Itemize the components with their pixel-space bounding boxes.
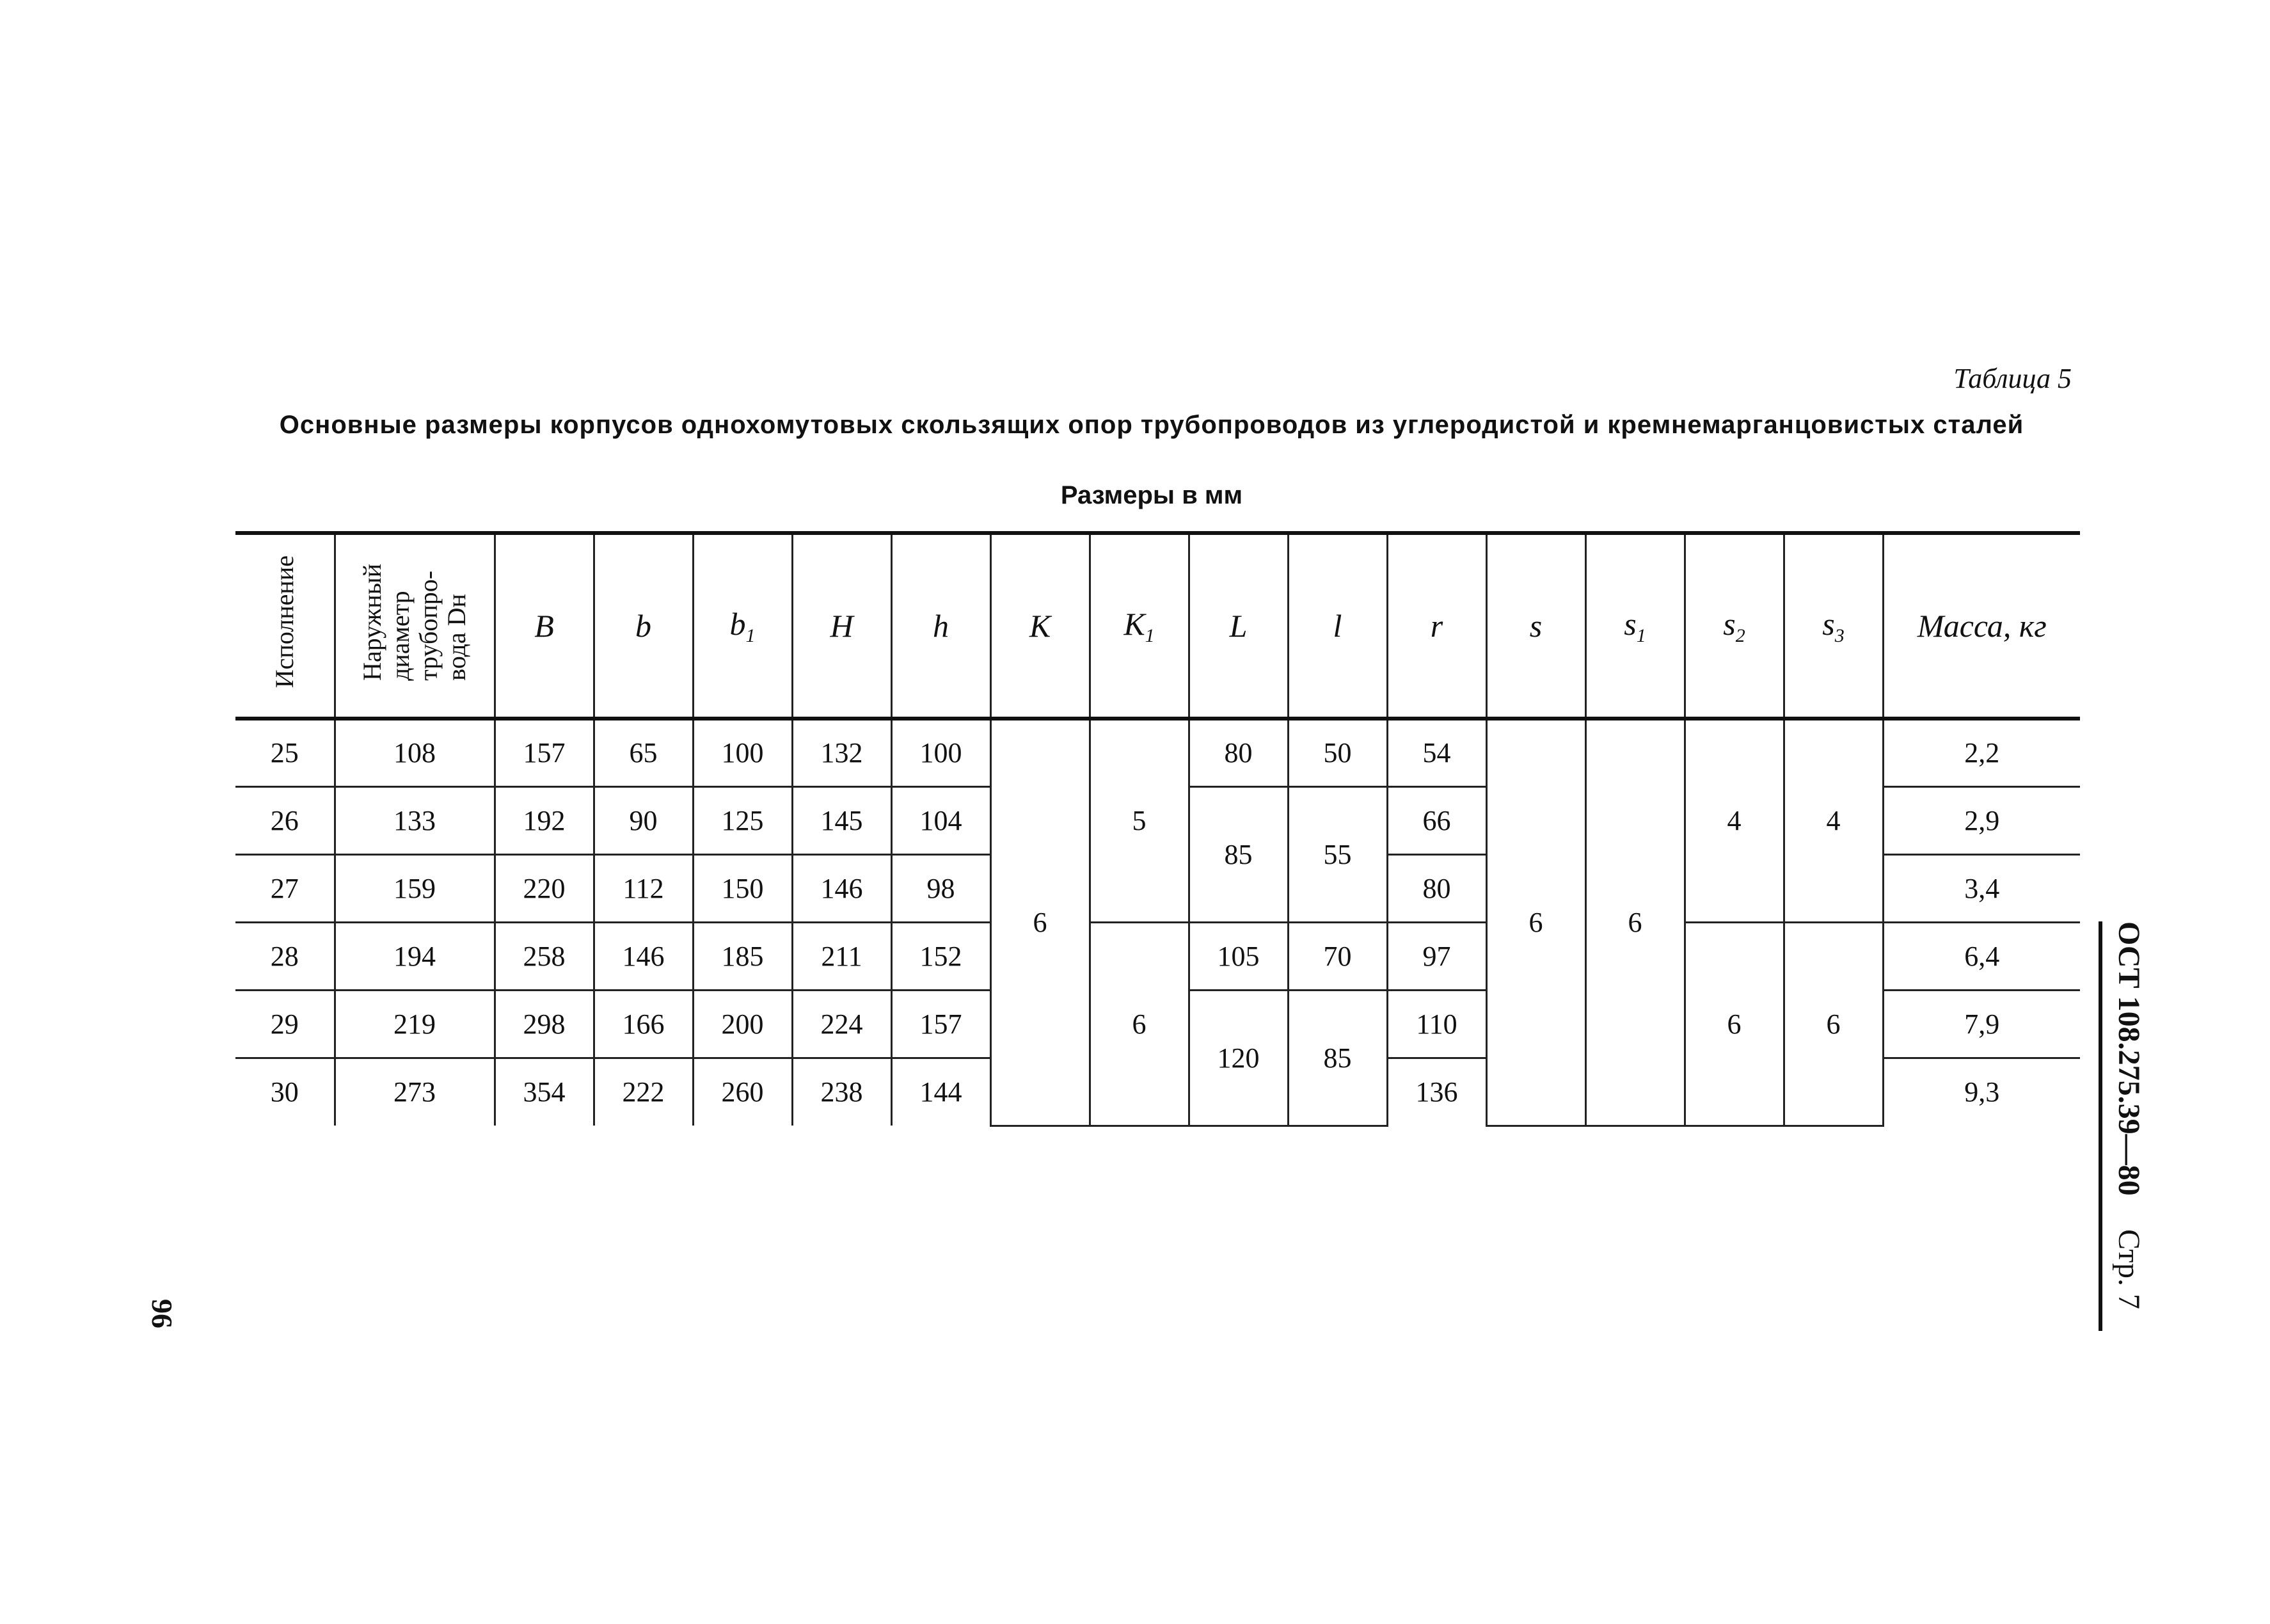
header-variant: Исполнение xyxy=(235,533,335,719)
cell-s2-lower: 6 xyxy=(1685,922,1784,1126)
cell-h: 157 xyxy=(891,990,990,1058)
cell-variant: 25 xyxy=(235,719,335,786)
cell-r: 54 xyxy=(1387,719,1486,786)
cell-r: 66 xyxy=(1387,786,1486,854)
cell-H: 146 xyxy=(792,854,891,922)
cell-L-merged: 120 xyxy=(1189,990,1288,1126)
header-l: l xyxy=(1288,533,1387,719)
cell-b: 65 xyxy=(594,719,693,786)
cell-s3-lower: 6 xyxy=(1784,922,1883,1126)
cell-r: 136 xyxy=(1387,1058,1486,1126)
cell-h: 144 xyxy=(891,1058,990,1126)
cell-b: 222 xyxy=(594,1058,693,1126)
cell-mass: 3,4 xyxy=(1883,854,2080,922)
cell-B: 298 xyxy=(495,990,594,1058)
header-K: K xyxy=(990,533,1090,719)
cell-b: 112 xyxy=(594,854,693,922)
cell-b: 166 xyxy=(594,990,693,1058)
cell-b1: 200 xyxy=(693,990,792,1058)
cell-r: 110 xyxy=(1387,990,1486,1058)
cell-s1-merged: 6 xyxy=(1585,719,1685,1126)
cell-b1: 260 xyxy=(693,1058,792,1126)
cell-H: 145 xyxy=(792,786,891,854)
table-caption: Основные размеры корпусов однохомутовых скользящих опор трубопроводов из углеродистой и кремнемарганцовистых сталей xyxy=(279,411,2024,439)
cell-variant: 29 xyxy=(235,990,335,1058)
units-note: Размеры в мм xyxy=(1060,481,1243,509)
cell-B: 192 xyxy=(495,786,594,854)
table-header-row xyxy=(235,533,2080,719)
cell-r: 80 xyxy=(1387,854,1486,922)
header-b1: $b_1$ xyxy=(693,533,792,719)
cell-variant: 26 xyxy=(235,786,335,854)
cell-b1: 150 xyxy=(693,854,792,922)
cell-h: 152 xyxy=(891,922,990,990)
cell-B: 258 xyxy=(495,922,594,990)
cell-diameter: 219 xyxy=(335,990,495,1058)
cell-variant: 27 xyxy=(235,854,335,922)
cell-B: 220 xyxy=(495,854,594,922)
table-row xyxy=(235,922,2080,990)
cell-h: 100 xyxy=(891,719,990,786)
cell-K1-upper: 5 xyxy=(1090,719,1189,922)
cell-mass: 7,9 xyxy=(1883,990,2080,1058)
page-number: 96 xyxy=(146,1299,179,1328)
header-h: h xyxy=(891,533,990,719)
header-s3: $s_3$ xyxy=(1784,533,1883,719)
standard-number: ОСТ 108.275.39—80 xyxy=(2112,921,2146,1196)
cell-b: 146 xyxy=(594,922,693,990)
header-diameter: Наружный диаметр трубопро- вода Dн xyxy=(335,533,495,719)
cell-b1: 100 xyxy=(693,719,792,786)
cell-b: 90 xyxy=(594,786,693,854)
cell-l-merged: 55 xyxy=(1288,786,1387,922)
standard-side-code xyxy=(2099,921,2147,1331)
cell-s2-upper: 4 xyxy=(1685,719,1784,922)
cell-H: 132 xyxy=(792,719,891,786)
cell-mass: 9,3 xyxy=(1883,1058,2080,1126)
cell-l: 70 xyxy=(1288,922,1387,990)
header-K1: $K_1$ xyxy=(1090,533,1189,719)
header-s2: $s_2$ xyxy=(1685,533,1784,719)
cell-l-merged: 85 xyxy=(1288,990,1387,1126)
header-H: H xyxy=(792,533,891,719)
cell-diameter: 108 xyxy=(335,719,495,786)
cell-L: 105 xyxy=(1189,922,1288,990)
header-L: L xyxy=(1189,533,1288,719)
standard-page: Стр. 7 xyxy=(2112,1229,2146,1309)
table-row xyxy=(235,719,2080,786)
cell-B: 157 xyxy=(495,719,594,786)
cell-K-merged: 6 xyxy=(990,719,1090,1126)
header-b: b xyxy=(594,533,693,719)
cell-h: 104 xyxy=(891,786,990,854)
cell-H: 238 xyxy=(792,1058,891,1126)
cell-r: 97 xyxy=(1387,922,1486,990)
cell-variant: 30 xyxy=(235,1058,335,1126)
cell-h: 98 xyxy=(891,854,990,922)
cell-diameter: 159 xyxy=(335,854,495,922)
cell-l: 50 xyxy=(1288,719,1387,786)
cell-diameter: 194 xyxy=(335,922,495,990)
cell-variant: 28 xyxy=(235,922,335,990)
cell-H: 211 xyxy=(792,922,891,990)
cell-B: 354 xyxy=(495,1058,594,1126)
cell-H: 224 xyxy=(792,990,891,1058)
cell-mass: 2,9 xyxy=(1883,786,2080,854)
header-r: r xyxy=(1387,533,1486,719)
cell-mass: 6,4 xyxy=(1883,922,2080,990)
cell-mass: 2,2 xyxy=(1883,719,2080,786)
cell-K1-lower: 6 xyxy=(1090,922,1189,1126)
cell-b1: 185 xyxy=(693,922,792,990)
header-mass: Масса, кг xyxy=(1883,533,2080,719)
cell-L-merged: 85 xyxy=(1189,786,1288,922)
table-label: Таблица 5 xyxy=(1953,363,2072,394)
cell-b1: 125 xyxy=(693,786,792,854)
cell-s3-upper: 4 xyxy=(1784,719,1883,922)
header-s1: $s_1$ xyxy=(1585,533,1685,719)
cell-diameter: 133 xyxy=(335,786,495,854)
cell-s-merged: 6 xyxy=(1486,719,1585,1126)
cell-diameter: 273 xyxy=(335,1058,495,1126)
dimensions-table xyxy=(235,531,2080,1127)
cell-L: 80 xyxy=(1189,719,1288,786)
header-s: s xyxy=(1486,533,1585,719)
header-B: B xyxy=(495,533,594,719)
